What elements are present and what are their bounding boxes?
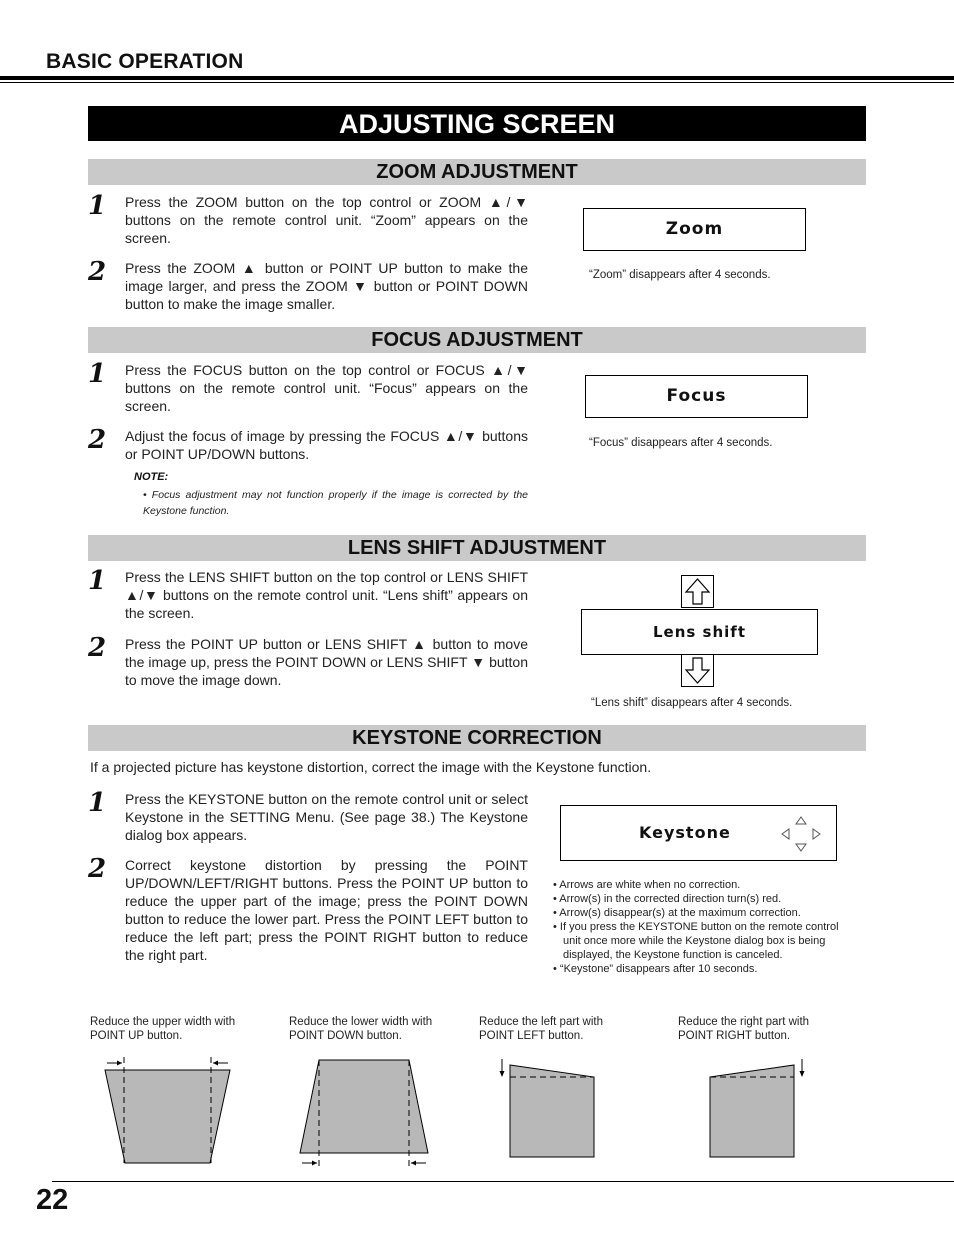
header-rule — [0, 76, 954, 80]
focus-step2-number: 2 — [88, 425, 107, 455]
zoom-caption: “Zoom” disappears after 4 seconds. — [589, 269, 771, 281]
keystone-step1-number: 1 — [88, 788, 107, 818]
focus-osd-label: Focus — [666, 386, 727, 406]
keystone-diagram-upper — [95, 1055, 245, 1170]
up-arrow-icon — [681, 575, 715, 609]
keystone-note-item: • Arrows are white when no correction. — [553, 879, 741, 891]
lens-shift-step2-text: Press the POINT UP button or LENS SHIFT ▲ button to move the image up, press the POINT DOWN or LENS SHIFT ▼ button to move the image down. — [125, 636, 528, 688]
keystone-arrows-icon — [779, 814, 823, 854]
focus-step2-text: Adjust the focus of image by pressing the FOCUS ▲/▼ buttons or POINT UP/DOWN buttons. — [125, 428, 528, 462]
focus-osd-box — [585, 375, 808, 418]
keystone-diagram-lower — [295, 1055, 435, 1170]
zoom-step2-number: 2 — [88, 257, 107, 287]
keystone-note-item: • Arrow(s) disappear(s) at the maximum correction. — [553, 907, 801, 919]
lens-shift-osd-box — [581, 609, 818, 655]
section-label: BASIC OPERATION — [46, 50, 244, 73]
diagram-caption-left: Reduce the left part with POINT LEFT button. — [479, 1016, 604, 1042]
zoom-heading: ZOOM ADJUSTMENT — [88, 159, 866, 185]
keystone-note-item: • If you press the KEYSTONE button on the remote control unit once more while the Keystone dialog box is being displayed, the Keystone function is canceled. — [553, 921, 839, 961]
focus-step1-text: Press the FOCUS button on the top control or FOCUS ▲/▼ buttons on the remote control unit. “Focus” appears on the screen. — [125, 362, 528, 414]
focus-caption: “Focus” disappears after 4 seconds. — [589, 437, 773, 449]
keystone-step1-text: Press the KEYSTONE button on the remote control unit or select Keystone in the SETTING Menu. (See page 38.) The Keystone dialog box appears. — [125, 791, 528, 843]
focus-note-label: NOTE: — [134, 471, 169, 483]
lens-shift-step1-text: Press the LENS SHIFT button on the top control or LENS SHIFT ▲/▼ buttons on the remote control unit. “Lens shift” appears on the screen. — [125, 569, 528, 621]
keystone-note-item: • Arrow(s) in the corrected direction turn(s) red. — [553, 893, 782, 905]
lens-shift-heading: LENS SHIFT ADJUSTMENT — [88, 535, 866, 561]
lens-shift-step1-number: 1 — [88, 566, 107, 596]
diagram-caption-up: Reduce the upper width with POINT UP button. — [90, 1016, 236, 1042]
focus-note-text: • Focus adjustment may not function properly if the image is corrected by the Keystone function. — [143, 489, 528, 517]
keystone-diagram-left — [495, 1055, 605, 1165]
keystone-heading: KEYSTONE CORRECTION — [88, 725, 866, 751]
zoom-osd-box — [583, 208, 806, 251]
focus-step1-number: 1 — [88, 359, 107, 389]
footer-rule — [52, 1181, 954, 1182]
keystone-notes-list — [553, 878, 843, 976]
diagram-caption-down: Reduce the lower width with POINT DOWN button. — [289, 1016, 433, 1042]
lens-shift-step2-number: 2 — [88, 633, 107, 663]
zoom-step1-text: Press the ZOOM button on the top control or ZOOM ▲/▼ buttons on the remote control unit. “Zoom” appears on the screen. — [125, 194, 528, 246]
lens-shift-caption: “Lens shift” disappears after 4 seconds. — [591, 697, 793, 709]
zoom-osd-label: Zoom — [665, 219, 724, 239]
lens-shift-osd-label: Lens shift — [652, 623, 746, 641]
keystone-step2-text: Correct keystone distortion by pressing the POINT UP/DOWN/LEFT/RIGHT buttons. Press the POINT UP button to reduce the upper part of the image; press the POINT DOWN button to reduce the lower part. Press the POINT LEFT button to reduce the left part; press the POINT RIGHT button to reduce the right part. — [125, 857, 528, 963]
page-title: ADJUSTING SCREEN — [88, 106, 866, 141]
page-number: 22 — [36, 1184, 69, 1216]
keystone-osd-box — [560, 805, 837, 861]
focus-heading: FOCUS ADJUSTMENT — [88, 327, 866, 353]
keystone-osd-label: Keystone — [639, 823, 731, 842]
zoom-step1-number: 1 — [88, 191, 107, 221]
zoom-step2-text: Press the ZOOM ▲ button or POINT UP button to make the image larger, and press the ZOOM ▼ button or POINT DOWN button to make the image smaller. — [125, 260, 528, 312]
diagram-caption-right: Reduce the right part with POINT RIGHT button. — [678, 1016, 810, 1042]
keystone-note-item: • “Keystone” disappears after 10 seconds. — [553, 963, 758, 975]
down-arrow-icon — [681, 654, 715, 688]
keystone-diagram-right — [700, 1055, 810, 1165]
keystone-step2-number: 2 — [88, 854, 107, 884]
keystone-intro: If a projected picture has keystone distortion, correct the image with the Keystone function. — [90, 759, 652, 775]
header-rule-thin — [0, 82, 954, 83]
